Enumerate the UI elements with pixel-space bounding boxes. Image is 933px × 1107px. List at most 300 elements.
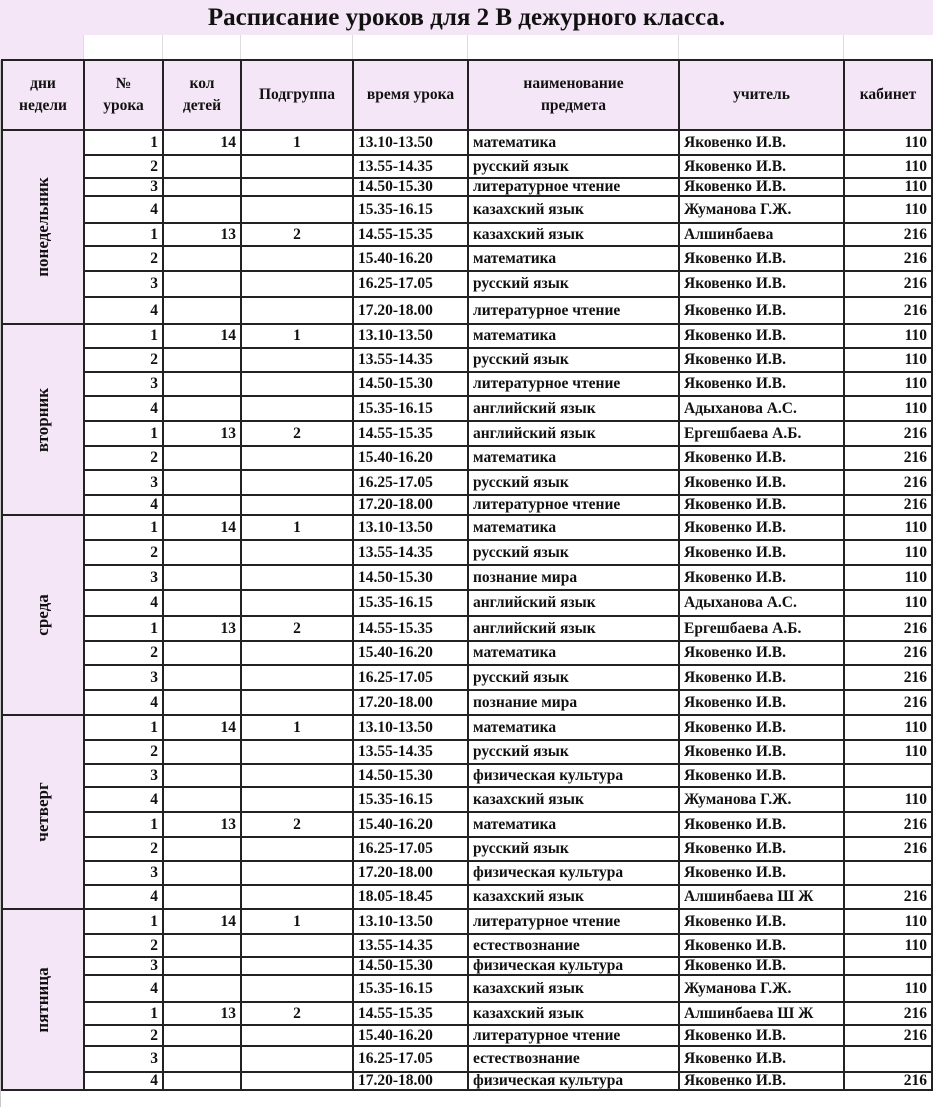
table-row (2, 246, 932, 271)
lesson-number-cell: 2 (84, 740, 163, 764)
lesson-number-cell: 3 (84, 861, 163, 885)
table-row (2, 957, 932, 975)
page-title: Расписание уроков для 2 В дежурного класса. (207, 4, 726, 31)
lesson-number-cell: 2 (84, 837, 163, 861)
room-number-cell: 216 (844, 246, 932, 271)
room-number-cell: 110 (844, 196, 932, 223)
lesson-number-cell: 3 (84, 470, 163, 495)
subgroup-cell (241, 590, 353, 616)
subgroup-cell (241, 957, 353, 975)
kids-count-cell: 13 (163, 812, 241, 837)
teacher-name-cell: Ергешбаева А.Б. (679, 616, 844, 641)
subject-name-cell: математика (468, 130, 679, 155)
header-day (2, 60, 84, 130)
table-row (2, 470, 932, 495)
lesson-number-cell: 1 (84, 812, 163, 837)
subgroup-cell (241, 196, 353, 223)
subgroup-cell: 1 (241, 715, 353, 740)
subject-name-cell: литературное чтение (468, 297, 679, 324)
lesson-number-cell: 1 (84, 909, 163, 934)
table-row (2, 975, 932, 1002)
teacher-name-cell: Алшинбаева Ш Ж (679, 1002, 844, 1025)
subgroup-cell (241, 246, 353, 271)
subgroup-cell (241, 178, 353, 196)
lesson-number-cell: 4 (84, 787, 163, 812)
table-row (2, 861, 932, 885)
lesson-time-cell: 17.20-18.00 (353, 495, 468, 515)
subgroup-cell (241, 665, 353, 690)
room-number-cell: 110 (844, 178, 932, 196)
subject-name-cell: английский язык (468, 616, 679, 641)
lesson-time-cell: 13.10-13.50 (353, 130, 468, 155)
room-number-cell (844, 861, 932, 885)
day-name: вторник (33, 387, 52, 452)
kids-count-cell (163, 495, 241, 515)
table-row (2, 495, 932, 515)
teacher-name-cell: Яковенко И.В. (679, 740, 844, 764)
subject-name-cell: физическая культура (468, 861, 679, 885)
teacher-name-cell: Яковенко И.В. (679, 130, 844, 155)
kids-count-cell (163, 975, 241, 1002)
lesson-time-cell: 15.40-16.20 (353, 1025, 468, 1046)
header-subgroup: Подгруппа (241, 60, 353, 130)
kids-count-cell (163, 470, 241, 495)
lesson-time-cell: 16.25-17.05 (353, 665, 468, 690)
table-row (2, 130, 932, 155)
kids-count-cell (163, 246, 241, 271)
table-row (2, 421, 932, 446)
room-number-cell: 216 (844, 421, 932, 446)
subgroup-cell (241, 396, 353, 421)
header-subject (468, 60, 679, 130)
subgroup-cell: 1 (241, 130, 353, 155)
subgroup-cell: 1 (241, 515, 353, 540)
kids-count-cell (163, 837, 241, 861)
lesson-number-cell: 3 (84, 665, 163, 690)
room-number-cell: 216 (844, 446, 932, 470)
table-row (2, 446, 932, 470)
subject-name-cell: математика (468, 715, 679, 740)
subject-name-cell: математика (468, 446, 679, 470)
lesson-number-cell: 1 (84, 1002, 163, 1025)
subgroup-cell (241, 764, 353, 787)
table-row (2, 1002, 932, 1025)
day-cell (2, 515, 84, 715)
header-lesson-no (84, 60, 163, 130)
kids-count-cell (163, 885, 241, 909)
subgroup-cell (241, 271, 353, 297)
teacher-name-cell: Яковенко И.В. (679, 957, 844, 975)
table-row (2, 787, 932, 812)
lesson-number-cell: 2 (84, 1025, 163, 1046)
teacher-name-cell: Яковенко И.В. (679, 909, 844, 934)
kids-count-cell: 14 (163, 715, 241, 740)
subgroup-cell (241, 975, 353, 1002)
teacher-name-cell: Яковенко И.В. (679, 690, 844, 715)
teacher-name-cell: Яковенко И.В. (679, 271, 844, 297)
subject-name-cell: литературное чтение (468, 178, 679, 196)
room-number-cell: 110 (844, 155, 932, 178)
room-number-cell: 216 (844, 495, 932, 515)
teacher-name-cell: Яковенко И.В. (679, 764, 844, 787)
room-number-cell: 110 (844, 715, 932, 740)
lesson-number-cell: 2 (84, 348, 163, 372)
subject-name-cell: английский язык (468, 590, 679, 616)
subject-name-cell: английский язык (468, 421, 679, 446)
subgroup-cell (241, 540, 353, 565)
header-room: кабинет (844, 60, 932, 130)
subgroup-cell (241, 641, 353, 665)
lesson-number-cell: 4 (84, 1072, 163, 1090)
lesson-number-cell: 4 (84, 495, 163, 515)
room-number-cell: 110 (844, 515, 932, 540)
lesson-number-cell: 1 (84, 130, 163, 155)
table-row (2, 178, 932, 196)
subject-name-cell: математика (468, 515, 679, 540)
table-row (2, 1046, 932, 1072)
subject-name-cell: литературное чтение (468, 1025, 679, 1046)
kids-count-cell (163, 690, 241, 715)
subject-name-cell: английский язык (468, 396, 679, 421)
lesson-time-cell: 15.35-16.15 (353, 590, 468, 616)
teacher-name-cell: Яковенко И.В. (679, 715, 844, 740)
table-row (2, 515, 932, 540)
room-number-cell: 216 (844, 885, 932, 909)
subject-name-cell: казахский язык (468, 787, 679, 812)
gridline (352, 35, 353, 60)
kids-count-cell (163, 1046, 241, 1072)
room-number-cell: 110 (844, 787, 932, 812)
teacher-name-cell: Яковенко И.В. (679, 665, 844, 690)
subject-name-cell: русский язык (468, 470, 679, 495)
subgroup-cell (241, 470, 353, 495)
room-number-cell: 216 (844, 297, 932, 324)
lesson-time-cell: 14.55-15.35 (353, 223, 468, 246)
room-number-cell: 110 (844, 909, 932, 934)
day-name: понедельник (33, 177, 52, 277)
lesson-time-cell: 14.50-15.30 (353, 565, 468, 590)
kids-count-cell (163, 740, 241, 764)
room-number-cell: 216 (844, 690, 932, 715)
teacher-name-cell: Яковенко И.В. (679, 348, 844, 372)
room-number-cell: 216 (844, 470, 932, 495)
subject-name-cell: математика (468, 812, 679, 837)
kids-count-cell: 14 (163, 324, 241, 348)
room-number-cell: 110 (844, 324, 932, 348)
kids-count-cell: 13 (163, 223, 241, 246)
kids-count-cell: 13 (163, 421, 241, 446)
teacher-name-cell: Яковенко И.В. (679, 372, 844, 396)
subject-name-cell: литературное чтение (468, 495, 679, 515)
header-time: время урока (353, 60, 468, 130)
lesson-time-cell: 13.55-14.35 (353, 348, 468, 372)
table-row (2, 934, 932, 957)
table-row (2, 540, 932, 565)
table-row (2, 641, 932, 665)
subject-name-cell: русский язык (468, 837, 679, 861)
room-number-cell: 110 (844, 348, 932, 372)
subject-name-cell: казахский язык (468, 196, 679, 223)
subject-name-cell: математика (468, 246, 679, 271)
lesson-number-cell: 1 (84, 515, 163, 540)
table-row (2, 324, 932, 348)
lesson-time-cell: 14.50-15.30 (353, 764, 468, 787)
lesson-time-cell: 13.10-13.50 (353, 515, 468, 540)
lesson-number-cell: 3 (84, 565, 163, 590)
kids-count-cell (163, 348, 241, 372)
day-name: четверг (33, 782, 52, 842)
gridline (240, 35, 241, 60)
teacher-name-cell: Яковенко И.В. (679, 540, 844, 565)
kids-count-cell: 14 (163, 130, 241, 155)
table-row (2, 271, 932, 297)
teacher-name-cell: Яковенко И.В. (679, 861, 844, 885)
room-number-cell: 110 (844, 396, 932, 421)
room-number-cell: 216 (844, 616, 932, 641)
header-lesson-no-line2: урока (103, 97, 144, 114)
teacher-name-cell: Яковенко И.В. (679, 297, 844, 324)
table-row (2, 715, 932, 740)
lesson-time-cell: 13.55-14.35 (353, 155, 468, 178)
lesson-time-cell: 14.50-15.30 (353, 957, 468, 975)
kids-count-cell (163, 665, 241, 690)
lesson-number-cell: 3 (84, 372, 163, 396)
schedule-body (2, 130, 932, 1090)
subject-name-cell: литературное чтение (468, 372, 679, 396)
table-row (2, 396, 932, 421)
lesson-number-cell: 1 (84, 421, 163, 446)
subgroup-cell (241, 348, 353, 372)
subgroup-cell (241, 740, 353, 764)
kids-count-cell: 14 (163, 909, 241, 934)
kids-count-cell: 13 (163, 616, 241, 641)
kids-count-cell: 13 (163, 1002, 241, 1025)
lesson-time-cell: 17.20-18.00 (353, 1072, 468, 1090)
kids-count-cell (163, 565, 241, 590)
subject-name-cell: физическая культура (468, 957, 679, 975)
day-cell (2, 909, 84, 1090)
header-teacher: учитель (679, 60, 844, 130)
subgroup-cell (241, 934, 353, 957)
teacher-name-cell: Жуманова Г.Ж. (679, 196, 844, 223)
kids-count-cell (163, 196, 241, 223)
subgroup-cell (241, 861, 353, 885)
lesson-time-cell: 17.20-18.00 (353, 861, 468, 885)
header-kids-line1: кол (189, 75, 215, 92)
lesson-number-cell: 1 (84, 324, 163, 348)
lesson-number-cell: 3 (84, 957, 163, 975)
subgroup-cell (241, 885, 353, 909)
header-day-line2: недели (19, 97, 67, 114)
subject-name-cell: физическая культура (468, 1072, 679, 1090)
subject-name-cell: физическая культура (468, 764, 679, 787)
table-row (2, 155, 932, 178)
teacher-name-cell: Жуманова Г.Ж. (679, 787, 844, 812)
room-number-cell: 216 (844, 812, 932, 837)
subject-name-cell: русский язык (468, 271, 679, 297)
lesson-number-cell: 3 (84, 178, 163, 196)
subgroup-cell (241, 155, 353, 178)
table-row (2, 1072, 932, 1090)
lesson-time-cell: 13.55-14.35 (353, 540, 468, 565)
lesson-time-cell: 14.50-15.30 (353, 372, 468, 396)
table-row (2, 812, 932, 837)
teacher-name-cell: Яковенко И.В. (679, 246, 844, 271)
kids-count-cell (163, 540, 241, 565)
table-row (2, 565, 932, 590)
subject-name-cell: математика (468, 641, 679, 665)
subject-name-cell: русский язык (468, 665, 679, 690)
table-row (2, 837, 932, 861)
teacher-name-cell: Алшинбаева Ш Ж (679, 885, 844, 909)
subject-name-cell: русский язык (468, 740, 679, 764)
lesson-time-cell: 15.35-16.15 (353, 396, 468, 421)
day-name: среда (33, 594, 52, 636)
room-number-cell: 110 (844, 372, 932, 396)
room-number-cell (844, 1046, 932, 1072)
room-number-cell (844, 764, 932, 787)
lesson-time-cell: 13.10-13.50 (353, 715, 468, 740)
blank-cell (0, 35, 83, 60)
teacher-name-cell: Яковенко И.В. (679, 1025, 844, 1046)
gridline (678, 35, 679, 60)
table-row (2, 740, 932, 764)
room-number-cell: 216 (844, 1072, 932, 1090)
room-number-cell: 216 (844, 641, 932, 665)
lesson-time-cell: 16.25-17.05 (353, 837, 468, 861)
kids-count-cell (163, 787, 241, 812)
subgroup-cell: 2 (241, 812, 353, 837)
lesson-time-cell: 13.10-13.50 (353, 909, 468, 934)
table-row (2, 590, 932, 616)
lesson-time-cell: 15.40-16.20 (353, 446, 468, 470)
teacher-name-cell: Яковенко И.В. (679, 446, 844, 470)
header-subject-line2: предмета (540, 97, 607, 114)
subject-name-cell: русский язык (468, 540, 679, 565)
lesson-number-cell: 4 (84, 590, 163, 616)
header-subject-line1: наименование (523, 75, 624, 92)
subject-name-cell: познание мира (468, 690, 679, 715)
kids-count-cell (163, 957, 241, 975)
room-number-cell: 110 (844, 590, 932, 616)
lesson-time-cell: 15.35-16.15 (353, 196, 468, 223)
room-number-cell: 110 (844, 540, 932, 565)
lesson-number-cell: 2 (84, 641, 163, 665)
kids-count-cell (163, 641, 241, 665)
lesson-time-cell: 14.55-15.35 (353, 1002, 468, 1025)
teacher-name-cell: Ергешбаева А.Б. (679, 421, 844, 446)
teacher-name-cell: Яковенко И.В. (679, 934, 844, 957)
room-number-cell: 110 (844, 975, 932, 1002)
kids-count-cell (163, 764, 241, 787)
lesson-number-cell: 4 (84, 690, 163, 715)
subgroup-cell (241, 495, 353, 515)
gridline (83, 35, 84, 60)
table-row (2, 1025, 932, 1046)
lesson-time-cell: 15.35-16.15 (353, 787, 468, 812)
teacher-name-cell: Яковенко И.В. (679, 470, 844, 495)
header-row (2, 60, 932, 130)
room-number-cell: 110 (844, 934, 932, 957)
subgroup-cell (241, 446, 353, 470)
room-number-cell: 110 (844, 565, 932, 590)
table-row (2, 764, 932, 787)
kids-count-cell (163, 934, 241, 957)
lesson-time-cell: 16.25-17.05 (353, 1046, 468, 1072)
table-row (2, 885, 932, 909)
lesson-time-cell: 18.05-18.45 (353, 885, 468, 909)
room-number-cell: 216 (844, 223, 932, 246)
subject-name-cell: русский язык (468, 348, 679, 372)
kids-count-cell (163, 297, 241, 324)
subgroup-cell: 2 (241, 1002, 353, 1025)
subject-name-cell: познание мира (468, 565, 679, 590)
lesson-time-cell: 16.25-17.05 (353, 271, 468, 297)
lesson-number-cell: 2 (84, 446, 163, 470)
teacher-name-cell: Яковенко И.В. (679, 155, 844, 178)
lesson-time-cell: 15.35-16.15 (353, 975, 468, 1002)
lesson-number-cell: 2 (84, 934, 163, 957)
kids-count-cell (163, 590, 241, 616)
teacher-name-cell: Яковенко И.В. (679, 495, 844, 515)
lesson-number-cell: 2 (84, 246, 163, 271)
room-number-cell: 216 (844, 1002, 932, 1025)
header-kids-line2: детей (182, 97, 222, 114)
lesson-time-cell: 13.55-14.35 (353, 934, 468, 957)
subgroup-cell (241, 297, 353, 324)
teacher-name-cell: Яковенко И.В. (679, 641, 844, 665)
subgroup-cell: 1 (241, 324, 353, 348)
day-cell (2, 715, 84, 909)
day-name: пятница (33, 966, 52, 1033)
subject-name-cell: казахский язык (468, 223, 679, 246)
subgroup-cell (241, 837, 353, 861)
teacher-name-cell: Жуманова Г.Ж. (679, 975, 844, 1002)
subject-name-cell: математика (468, 324, 679, 348)
subject-name-cell: казахский язык (468, 975, 679, 1002)
lesson-time-cell: 15.40-16.20 (353, 641, 468, 665)
day-cell (2, 130, 84, 324)
kids-count-cell: 14 (163, 515, 241, 540)
lesson-number-cell: 4 (84, 885, 163, 909)
teacher-name-cell: Яковенко И.В. (679, 837, 844, 861)
subject-name-cell: русский язык (468, 155, 679, 178)
lesson-number-cell: 1 (84, 715, 163, 740)
lesson-time-cell: 14.55-15.35 (353, 616, 468, 641)
lesson-number-cell: 1 (84, 223, 163, 246)
header-kids (163, 60, 241, 130)
lesson-time-cell: 13.55-14.35 (353, 740, 468, 764)
kids-count-cell (163, 178, 241, 196)
teacher-name-cell: Яковенко И.В. (679, 1046, 844, 1072)
lesson-number-cell: 4 (84, 975, 163, 1002)
lesson-time-cell: 17.20-18.00 (353, 690, 468, 715)
teacher-name-cell: Яковенко И.В. (679, 1072, 844, 1090)
room-number-cell: 216 (844, 837, 932, 861)
teacher-name-cell: Алшинбаева (679, 223, 844, 246)
subject-name-cell: казахский язык (468, 1002, 679, 1025)
kids-count-cell (163, 155, 241, 178)
subject-name-cell: литературное чтение (468, 909, 679, 934)
teacher-name-cell: Яковенко И.В. (679, 324, 844, 348)
lesson-number-cell: 4 (84, 196, 163, 223)
day-cell (2, 324, 84, 515)
subgroup-cell (241, 565, 353, 590)
lesson-time-cell: 17.20-18.00 (353, 297, 468, 324)
lesson-time-cell: 13.10-13.50 (353, 324, 468, 348)
gridline (843, 35, 844, 60)
kids-count-cell (163, 1072, 241, 1090)
